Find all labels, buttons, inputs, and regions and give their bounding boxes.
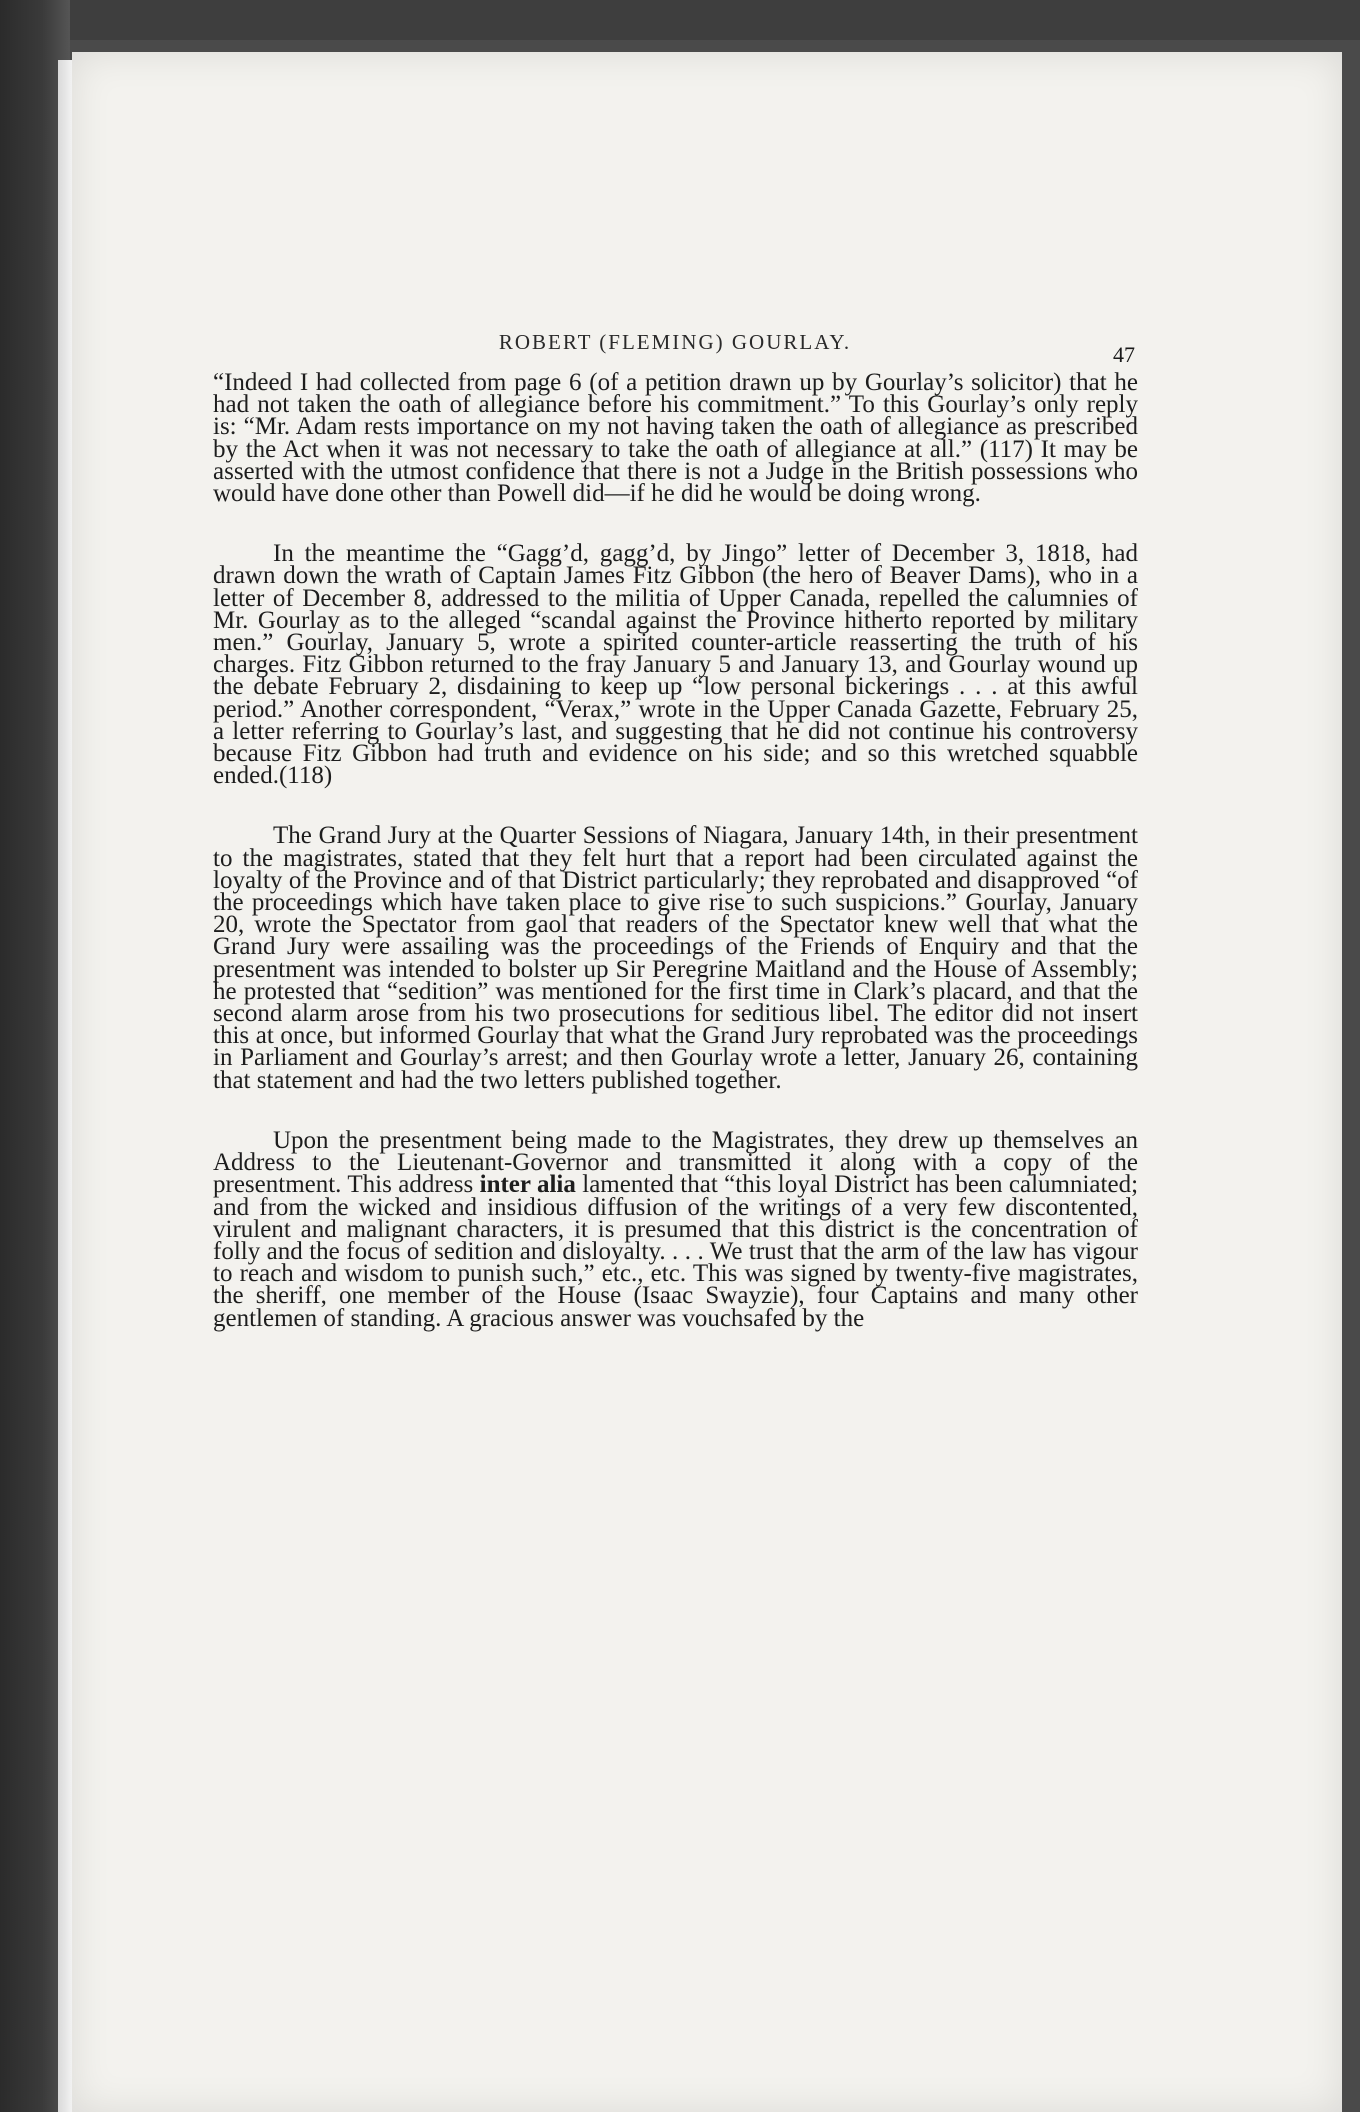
page-number: 47 <box>1113 342 1135 367</box>
previous-page-edge <box>58 60 72 2112</box>
paragraph-2: In the meantime the “Gagg’d, gagg’d, by Jingo” letter of December 3, 1818, had drawn down the wrath of Captain James Fitz Gibbon (the hero of Beaver Dams), who in a letter of December 8, addressed to the militia of Upper Canada, repelled the calumnies of Mr. Gourlay as to the alleged “scandal against the Province hitherto reported by military men.” Gourlay, January 5, wrote a spirited counter-article reasserting the truth of his charges. Fitz Gibbon returned to the fray January 5 and January 13, and Gourlay wound up the debate February 2, disdaining to keep up “low personal bickerings . . . at this awful period.” Another correspondent, “Verax,” wrote in the Upper Canada Gazette, February 25, a letter referring to Gourlay’s last, and suggesting that he did not continue his controversy because Fitz Gibbon had truth and evidence on his side; and so this wretched squabble ended.(118) <box>213 540 1138 790</box>
paragraph-4-part-1: Upon the presentment being made to the Magistrates, they drew up themselves an Address to the Lieutenant-Governor and transmitted it along with a copy of the presentment. This address <box>213 1126 1138 1199</box>
latin-phrase-inter-alia: inter alia <box>479 1171 576 1199</box>
paragraph-1: “Indeed I had collected from page 6 (of a petition drawn up by Gourlay’s solicitor) that he had not taken the oath of allegiance before his commitment.” To this Gourlay’s only reply is: “Mr. Adam rests importance on my not having taken the oath of allegiance as prescribed by the Act when it was not necessary to take the oath of allegiance at all.” (117) It may be asserted with the utmost confidence that there is not a Judge in the British possessions who would have done other than Powell did—if he did he would be doing wrong. <box>213 369 1138 508</box>
paragraph-4-part-2: lamented that “this loyal District has been calumniated; and from the wicked and insidious diffusion of the writings of a very few discontented, virulent and malignant characters, it is presumed that this district is the concentration of folly and the focus of sedition and disloyalty. . . . We trust that the arm of the law has vigour to reach and wisdom to punish such,” etc., etc. This was signed by twenty-five magistrates, the sheriff, one member of the House (Isaac Swayzie), four Captains and many other gentlemen of standing. A gracious answer was vouchsafed by the <box>213 1171 1139 1332</box>
body-text <box>213 369 1139 1332</box>
scan-top-border <box>0 0 1360 40</box>
page-header <box>215 330 1135 370</box>
paragraph-3: The Grand Jury at the Quarter Sessions of Niagara, January 14th, in their presentment to the magistrates, stated that they felt hurt that a report had been circulated against the loyalty of the Province and of that District particularly; they reprobated and disapproved “of the proceedings which have taken place to give rise to such suspicions.” Gourlay, January 20, wrote the Spectator from gaol that readers of the Spectator knew well that what the Grand Jury were assailing was the proceedings of the Friends of Enquiry and that the presentment was intended to bolster up Sir Peregrine Maitland and the House of Assembly; he protested that “sedition” was mentioned for the first time in Clark’s placard, and that the second alarm arose from his two prosecutions for seditious libel. The editor did not insert this at once, but informed Gourlay that what the Grand Jury reprobated was the proceedings in Parliament and Gourlay’s arrest; and then Gourlay wrote a letter, January 26, containing that statement and had the two letters published together. <box>213 822 1138 1094</box>
paragraph-4 <box>213 1126 1139 1332</box>
running-head: ROBERT (FLEMING) GOURLAY. <box>498 330 852 354</box>
